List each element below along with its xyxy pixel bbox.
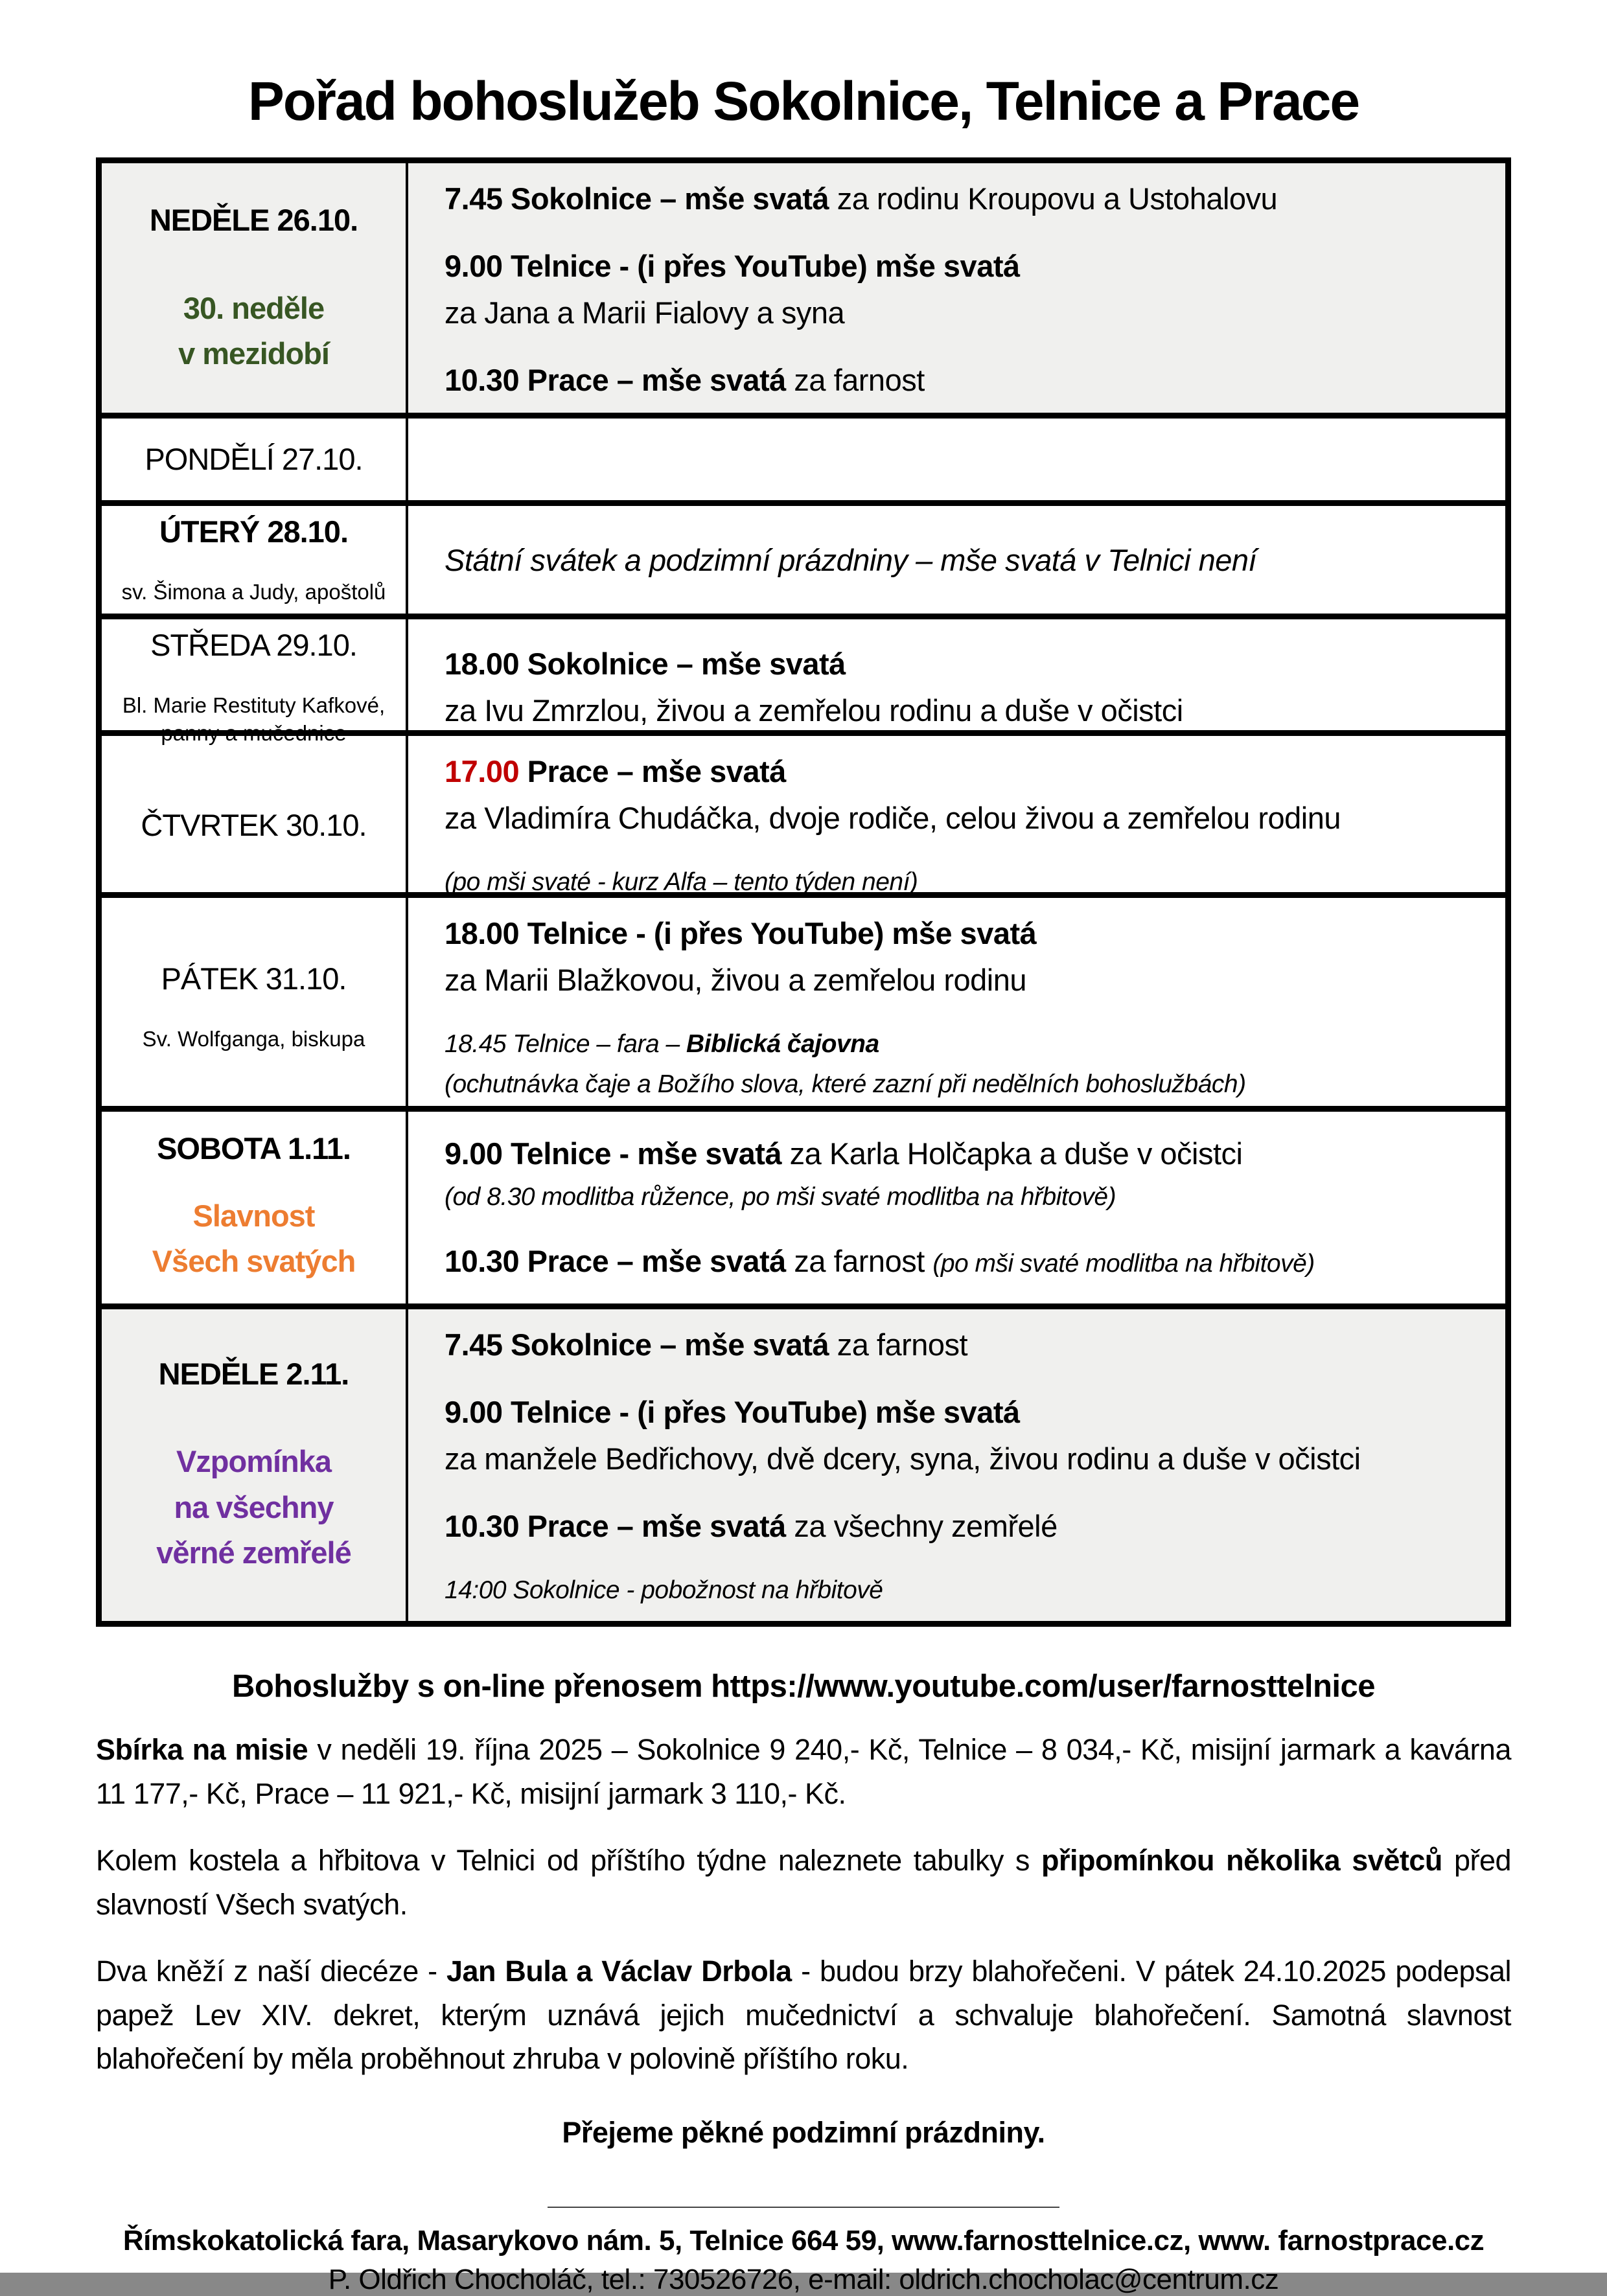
day-cell <box>102 506 408 614</box>
text-segment: 10.30 Prace – mše svatá <box>445 1509 786 1544</box>
service-line <box>445 752 1482 792</box>
day-cell <box>102 736 408 915</box>
liturgical-season-label: 30. neděle v mezidobí <box>178 290 329 371</box>
day-label: NEDĚLE 2.11. <box>158 1356 349 1391</box>
day-label: PÁTEK 31.10. <box>161 961 347 996</box>
service-line <box>445 913 1482 954</box>
text-segment: 9.00 Telnice - (i přes YouTube) mše svatá <box>445 1395 1020 1430</box>
text-segment: 18.00 Telnice - (i přes YouTube) mše svatá <box>445 916 1037 950</box>
day-cell <box>102 419 408 500</box>
services-cell <box>408 1309 1505 1623</box>
service-line <box>445 1506 1482 1546</box>
service-line <box>445 866 1482 899</box>
text-segment: Dva kněží z naší diecéze - <box>96 1955 446 1988</box>
text-segment: za farnost <box>785 1243 933 1278</box>
mass-schedule-table <box>96 157 1511 1627</box>
day-label: STŘEDA 29.10. <box>150 628 357 662</box>
text-segment: za Vladimíra Chudáčka, dvoje rodiče, celou živou a zemřelou rodinu <box>445 801 1341 836</box>
liturgical-season-label: Vzpomínka na všechny věrné zemřelé <box>156 1444 351 1570</box>
service-line <box>445 179 1482 219</box>
service-line <box>445 1439 1482 1479</box>
text-segment: Státní svátek a podzimní prázdniny – mše svatá v Telnici není <box>445 542 1257 577</box>
text-segment: (od 8.30 modlitba růžence, po mši svaté modlitba na hřbitově) <box>445 1183 1116 1211</box>
text-segment: - budou brzy blahořečeni. V pátek 24.10.2025 podepsal papež Lev XIV. dekret, kterým uznává jejich mučednictví a schvaluje blahořečení. Samotná slavnost blahořečení by měla proběhnout zhruba v polovině příštího roku. <box>96 1955 1511 2075</box>
service-line <box>445 798 1482 838</box>
footer-parish-address: Římskokatolická fara, Masarykovo nám. 5, Telnice 664 59, www.farnosttelnice.cz, www. farnostprace.cz <box>122 2224 1485 2256</box>
service-line <box>445 1325 1482 1365</box>
service-line <box>445 1574 1482 1607</box>
table-row <box>102 1303 1505 1621</box>
table-row <box>102 163 1505 413</box>
text-segment: za Karla Holčapka a duše v očistci <box>781 1136 1243 1171</box>
announcement-paragraph <box>96 1839 1511 1926</box>
services-cell <box>408 506 1505 614</box>
text-segment: za Marii Blažkovou, živou a zemřelou rodinu <box>445 963 1027 998</box>
services-cell <box>408 419 1505 500</box>
liturgical-season-label: Slavnost Všech svatých <box>152 1198 356 1279</box>
announcements-section <box>0 1728 1607 2081</box>
service-line <box>445 960 1482 1000</box>
footer-contact: P. Oldřich Chocholáč, tel.: 730526726, e-mail: oldrich.chocholac@centrum.cz <box>328 2263 1279 2295</box>
service-line <box>445 540 1482 580</box>
service-line <box>445 293 1482 333</box>
text-segment: za Jana a Marii Fialovy a syna <box>445 295 845 330</box>
text-segment: za Ivu Zmrzlou, živou a zemřelou rodinu a duše v očistci <box>445 693 1183 728</box>
service-line <box>445 1027 1482 1061</box>
footer-divider <box>548 2207 1059 2208</box>
text-segment: (ochutnávka čaje a Božího slova, které zazní při nedělních bohoslužbách) <box>445 1070 1246 1098</box>
text-segment: Sbírka na misie <box>96 1733 308 1766</box>
services-cell <box>408 163 1505 416</box>
services-cell <box>408 619 1505 755</box>
text-segment: 7.45 Sokolnice – mše svatá <box>445 1327 829 1362</box>
text-segment: připomínkou několika světců <box>1041 1844 1442 1877</box>
service-line <box>445 1392 1482 1432</box>
text-segment: Biblická čajovna <box>686 1030 879 1059</box>
table-row <box>102 614 1505 746</box>
text-segment: 17.00 <box>445 754 520 788</box>
day-cell <box>102 163 408 416</box>
text-segment: za farnost <box>785 363 925 398</box>
text-segment: za manžele Bedřichovy, dvě dcery, syna, živou rodinu a duše v očistci <box>445 1441 1361 1476</box>
day-feast-note: Sv. Wolfganga, biskupa <box>142 1027 365 1051</box>
service-line <box>445 691 1482 731</box>
text-segment: Kolem kostela a hřbitova v Telnici od příštího týdne naleznete tabulky s <box>96 1844 1042 1877</box>
text-segment: za farnost <box>829 1327 968 1362</box>
day-feast-note: sv. Šimona a Judy, apoštolů <box>121 580 386 604</box>
day-cell <box>102 619 408 755</box>
day-label: NEDĚLE 26.10. <box>149 203 358 238</box>
text-segment: 10.30 Prace – mše svatá <box>445 1243 786 1278</box>
day-label: PONDĚLÍ 27.10. <box>145 441 363 476</box>
day-label: ÚTERÝ 28.10. <box>159 514 349 549</box>
text-segment: Jan Bula a Václav Drbola <box>446 1955 792 1988</box>
table-row <box>102 1106 1505 1303</box>
service-line <box>445 1134 1482 1174</box>
services-cell <box>408 898 1505 1116</box>
table-row <box>102 413 1505 500</box>
text-segment: v neděli 19. října 2025 – Sokolnice 9 240,- Kč, Telnice – 8 034,- Kč, misijní jarmark a kavárna 11 177,- Kč, Prace – 11 921,- Kč, misijní jarmark 3 110,- Kč. <box>96 1733 1511 1810</box>
text-segment: 10.30 Prace – mše svatá <box>445 363 786 398</box>
service-line <box>445 1068 1482 1101</box>
service-line <box>445 644 1482 684</box>
text-segment: (po mši svaté modlitba na hřbitově) <box>932 1249 1315 1278</box>
table-row <box>102 892 1505 1106</box>
services-cell <box>408 736 1505 915</box>
text-segment: 7.45 Sokolnice – mše svatá <box>445 181 829 216</box>
youtube-broadcast-line: Bohoslužby s on-line přenosem https://www.youtube.com/user/farnosttelnice <box>231 1669 1375 1704</box>
page-title: Pořad bohoslužeb Sokolnice, Telnice a Prace <box>248 71 1359 132</box>
text-segment: za všechny zemřelé <box>785 1509 1058 1544</box>
wish-line: Přejeme pěkné podzimní prázdniny. <box>562 2115 1045 2149</box>
announcement-paragraph <box>96 1728 1511 1815</box>
text-segment: 18.45 Telnice – fara – <box>445 1030 686 1059</box>
service-line <box>445 1180 1482 1213</box>
text-segment: před slavností Všech svatých. <box>96 1844 1512 1921</box>
day-label: SOBOTA 1.11. <box>157 1131 351 1166</box>
table-row <box>102 500 1505 614</box>
day-cell <box>102 1309 408 1623</box>
table-row <box>102 730 1505 897</box>
text-segment: (po mši svaté - kurz Alfa – tento týden není) <box>445 868 918 897</box>
text-segment: 9.00 Telnice - (i přes YouTube) mše svatá <box>445 249 1020 284</box>
text-segment: 18.00 Sokolnice – mše svatá <box>445 647 846 682</box>
service-line <box>445 1241 1482 1281</box>
text-segment: Prace – mše svatá <box>519 754 786 788</box>
text-segment: 9.00 Telnice - mše svatá <box>445 1136 782 1171</box>
text-segment: 14:00 Sokolnice - pobožnost na hřbitově <box>445 1576 883 1605</box>
services-cell <box>408 1112 1505 1303</box>
text-segment: za rodinu Kroupovu a Ustohalovu <box>829 181 1278 216</box>
service-line <box>445 246 1482 286</box>
day-cell <box>102 898 408 1116</box>
service-line <box>445 360 1482 400</box>
day-cell <box>102 1112 408 1303</box>
announcement-paragraph <box>96 1949 1511 2081</box>
day-label: ČTVRTEK 30.10. <box>141 807 367 842</box>
day-feast-note: Bl. Marie Restituty Kafkové, panny a mučednice <box>122 693 386 746</box>
